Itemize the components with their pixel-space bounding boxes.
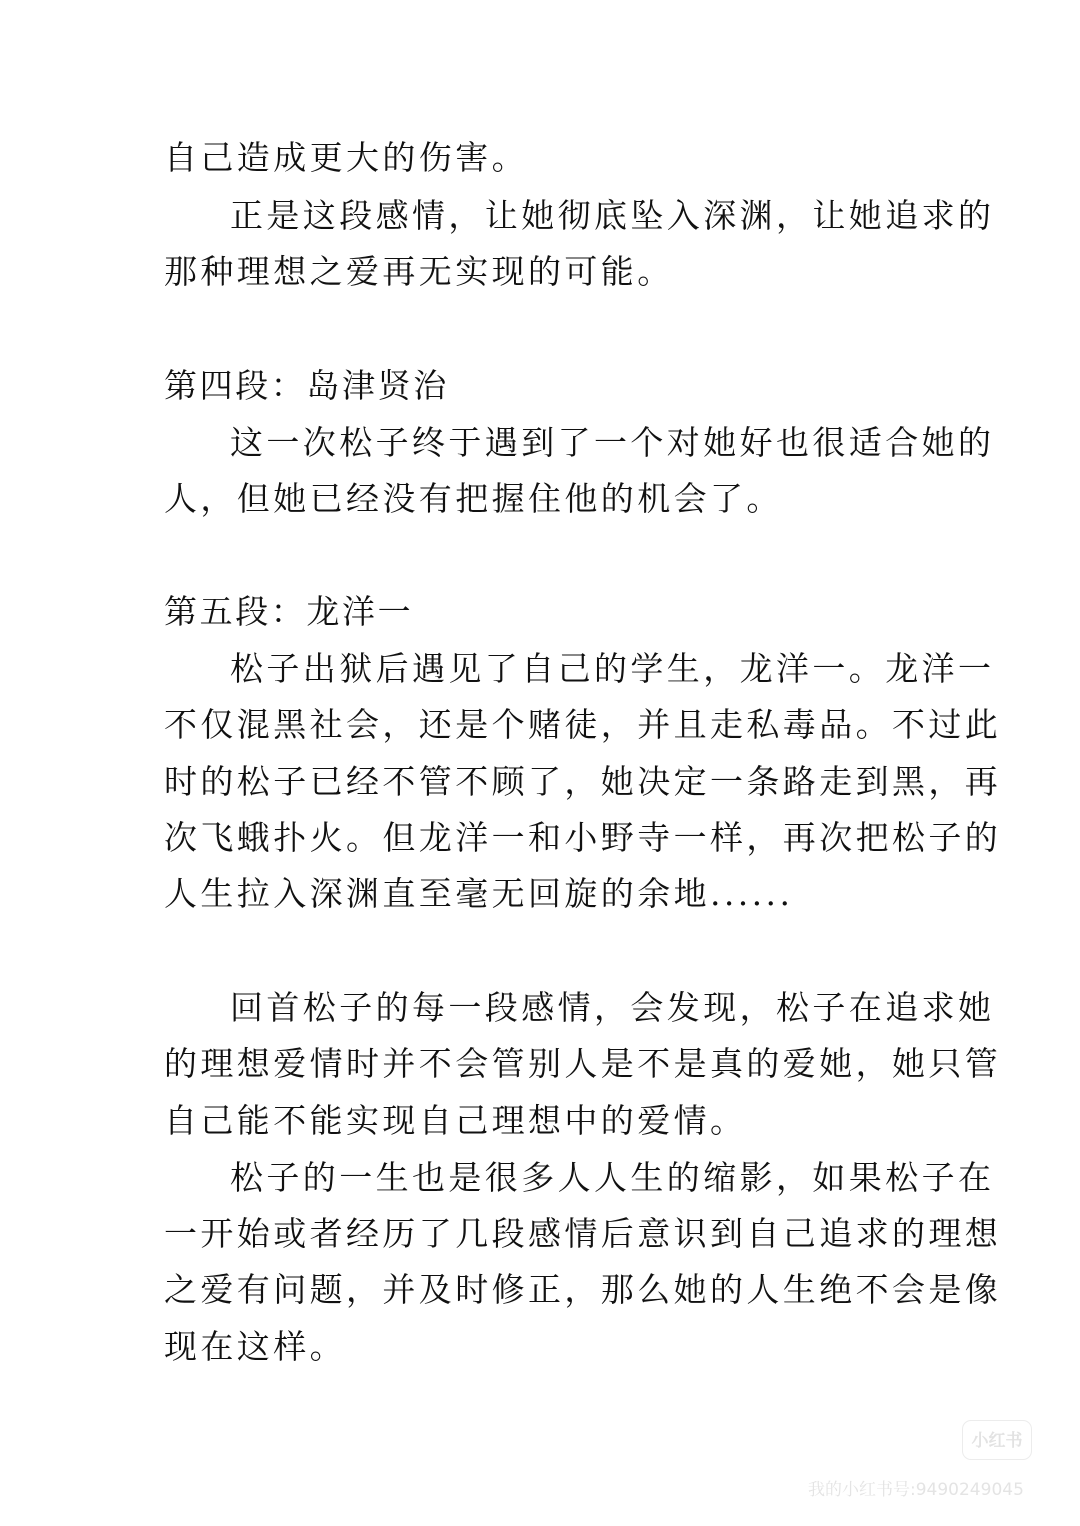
- text-line: 之爱有问题，并及时修正，那么她的人生绝不会是像: [164, 1270, 1002, 1309]
- paragraph-first-line: 松子的一生也是很多人人生的缩影，如果松子在: [230, 1158, 995, 1197]
- section-heading: 第五段：龙洋一: [164, 592, 414, 631]
- text-line: 人，但她已经没有把握住他的机会了。: [164, 479, 783, 518]
- paragraph-first-line: 这一次松子终于遇到了一个对她好也很适合她的: [230, 423, 995, 462]
- text-line: 不仅混黑社会，还是个赌徒，并且走私毒品。不过此: [164, 705, 1002, 744]
- text-line: 次飞蛾扑火。但龙洋一和小野寺一样，再次把松子的: [164, 818, 1002, 857]
- text-line: 自己造成更大的伤害。: [164, 138, 528, 177]
- text-line: 自己能不能实现自己理想中的爱情。: [164, 1101, 747, 1140]
- text-line: 人生拉入深渊直至毫无回旋的余地......: [164, 874, 794, 913]
- account-id-watermark: 我的小红书号:9490249045: [808, 1480, 1024, 1500]
- text-line: 时的松子已经不管不顾了，她决定一条路走到黑，再: [164, 762, 1002, 801]
- paragraph-first-line: 正是这段感情，让她彻底坠入深渊，让她追求的: [230, 196, 995, 235]
- text-line: 那种理想之爱再无实现的可能。: [164, 252, 674, 291]
- text-line: 一开始或者经历了几段感情后意识到自己追求的理想: [164, 1214, 1002, 1253]
- xiaohongshu-logo-watermark: 小红书: [962, 1420, 1032, 1460]
- section-heading: 第四段：岛津贤治: [164, 366, 449, 405]
- text-line: 现在这样。: [164, 1327, 346, 1366]
- paragraph-first-line: 回首松子的每一段感情，会发现，松子在追求她: [230, 988, 995, 1027]
- paragraph-first-line: 松子出狱后遇见了自己的学生，龙洋一。龙洋一: [230, 649, 995, 688]
- text-line: 的理想爱情时并不会管别人是不是真的爱她，她只管: [164, 1044, 1002, 1083]
